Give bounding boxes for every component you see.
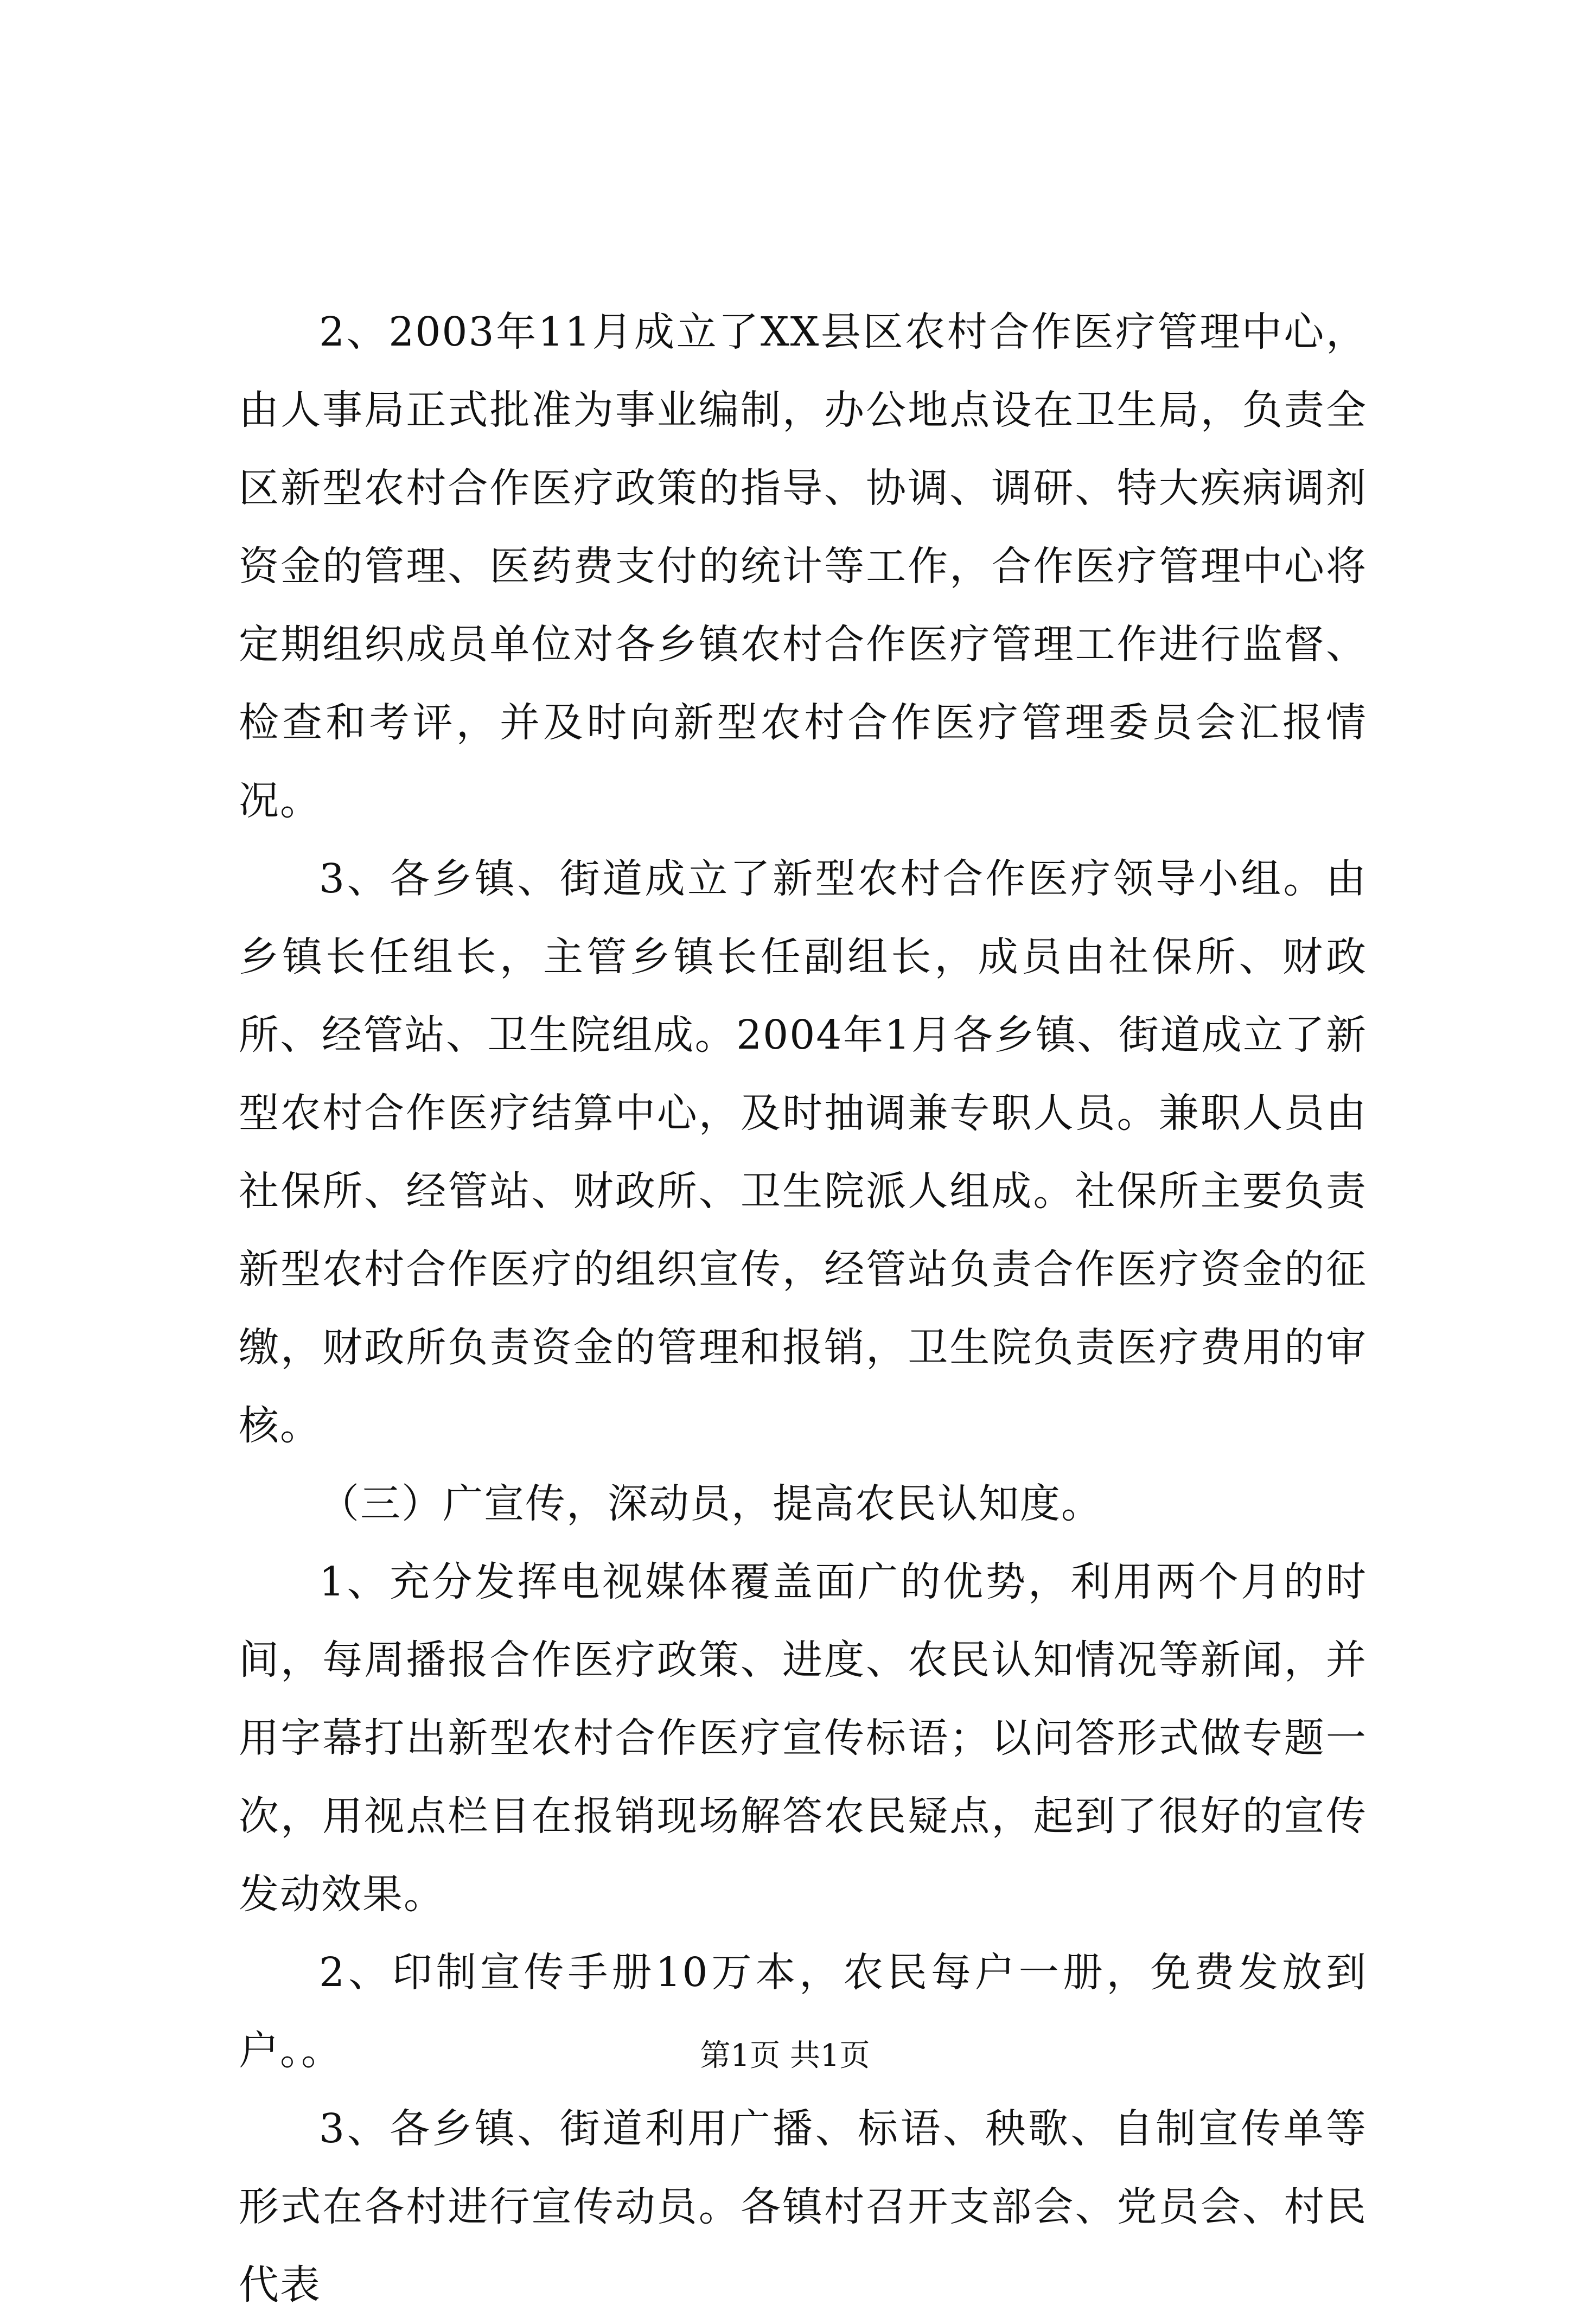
page-footer: 第1页 共1页 <box>700 2038 870 2073</box>
paragraph-publicity-3: 3、各乡镇、街道利用广播、标语、秧歌、自制宣传单等形式在各村进行宣传动员。各镇村召开支部会、党员会、村民代表 <box>239 2105 1367 2308</box>
paragraph-publicity-2: 2、印制宣传手册10万本，农民每户一册，免费发放到户。。 <box>239 1949 1367 2074</box>
paragraph-item-3: 3、各乡镇、街道成立了新型农村合作医疗领导小组。由乡镇长任组长，主管乡镇长任副组长，成员由社保所、财政所、经管站、卫生院组成。2004年1月各乡镇、街道成立了新型农村合作医疗结算中心，及时抽调兼专职人员。兼职人员由社保所、经管站、财政所、卫生院派人组成。社保所主要负责新型农村合作医疗的组织宣传，经管站负责合作医疗资金的征缴，财政所负责资金的管理和报销，卫生院负责医疗费用的审核。 <box>239 855 1367 1449</box>
document-body <box>239 293 1367 2324</box>
section-heading-3: （三）广宣传，深动员，提高农民认知度。 <box>319 1480 1102 1527</box>
paragraph-item-2: 2、2003年11月成立了XX县区农村合作医疗管理中心，由人事局正式批准为事业编制，办公地点设在卫生局，负责全区新型农村合作医疗政策的指导、协调、调研、特大疾病调剂资金的管理、医药费支付的统计等工作，合作医疗管理中心将定期组织成员单位对各乡镇农村合作医疗管理工作进行监督、检查和考评，并及时向新型农村合作医疗管理委员会汇报情况。 <box>239 309 1367 824</box>
paragraph-publicity-1: 1、充分发挥电视媒体覆盖面广的优势，利用两个月的时间，每周播报合作医疗政策、进度、农民认知情况等新闻，并用字幕打出新型农村合作医疗宣传标语；以问答形式做专题一次，用视点栏目在报销现场解答农民疑点，起到了很好的宣传发动效果。 <box>239 1559 1367 1918</box>
